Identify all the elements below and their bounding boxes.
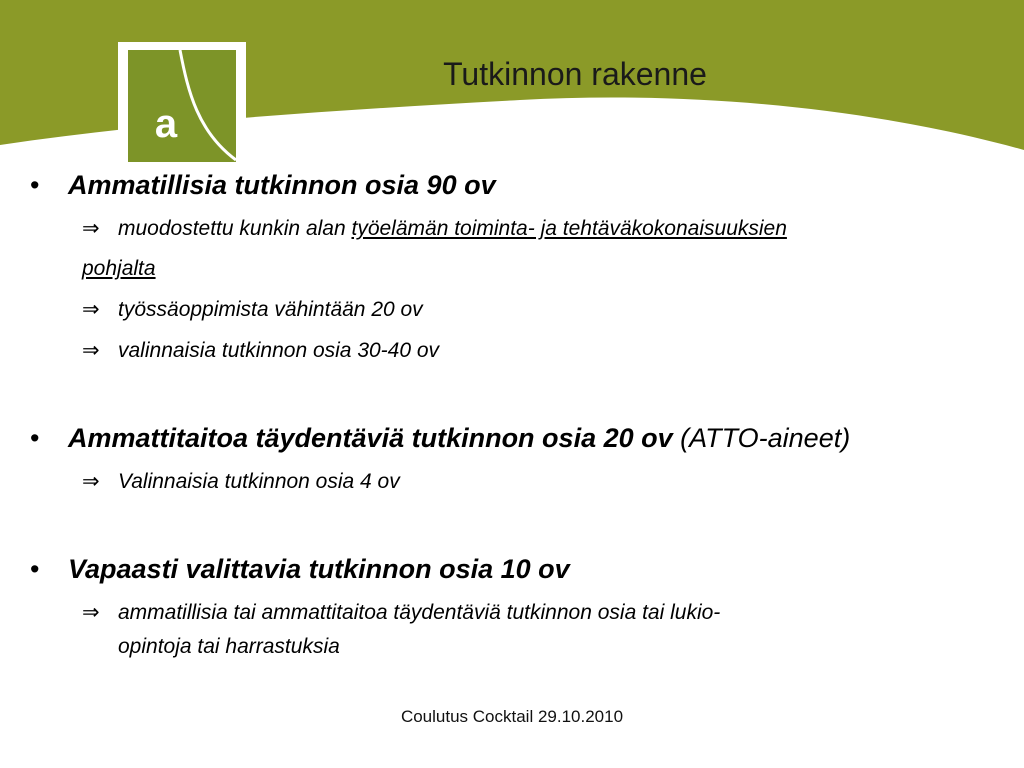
item-text: Valinnaisia tutkinnon osia 4 ov	[118, 470, 400, 493]
implies-arrow-icon: ⇒	[82, 298, 100, 321]
item-text: valinnaisia tutkinnon osia 30-40 ov	[118, 339, 440, 362]
section-3-heading	[30, 552, 570, 586]
item-text: työssäoppimista vähintään 20 ov	[118, 298, 423, 321]
section-1-item-1-continued	[82, 254, 156, 284]
section-heading-extra: (ATTO-aineet)	[680, 423, 851, 453]
bullet-icon: •	[30, 170, 40, 200]
implies-arrow-icon: ⇒	[82, 217, 100, 240]
section-1-item-1	[82, 214, 787, 244]
bullet-icon: •	[30, 423, 40, 453]
section-1-heading	[30, 168, 496, 202]
section-2-heading	[30, 421, 850, 455]
section-3-item-1-continued	[118, 632, 340, 662]
section-heading-text: Ammattitaitoa täydentäviä tutkinnon osia 20 ov	[68, 423, 673, 453]
section-1-item-3	[82, 336, 439, 366]
implies-arrow-icon: ⇒	[82, 339, 100, 362]
section-1-item-2	[82, 295, 423, 325]
item-text: muodostettu kunkin alan	[118, 217, 352, 240]
section-heading-text: Vapaasti valittavia tutkinnon osia 10 ov	[68, 554, 570, 584]
bullet-icon: •	[30, 554, 40, 584]
slide-title: Tutkinnon rakenne	[443, 56, 707, 92]
implies-arrow-icon: ⇒	[82, 601, 100, 624]
section-2-item-1	[82, 467, 400, 497]
slide-footer: Coulutus Cocktail 29.10.2010	[400, 707, 624, 726]
logo-letter: a	[154, 102, 178, 146]
item-underlined-text: työelämän toiminta- ja tehtäväkokonaisuuksien	[351, 217, 787, 240]
implies-arrow-icon: ⇒	[82, 470, 100, 493]
item-text: opintoja tai harrastuksia	[118, 635, 340, 658]
section-3-item-1	[82, 598, 720, 628]
item-text: ammatillisia tai ammattitaitoa täydentäviä tutkinnon osia tai lukio-	[118, 601, 721, 624]
section-heading-text: Ammatillisia tutkinnon osia 90 ov	[68, 170, 496, 200]
item-underlined-text: pohjalta	[82, 257, 156, 280]
